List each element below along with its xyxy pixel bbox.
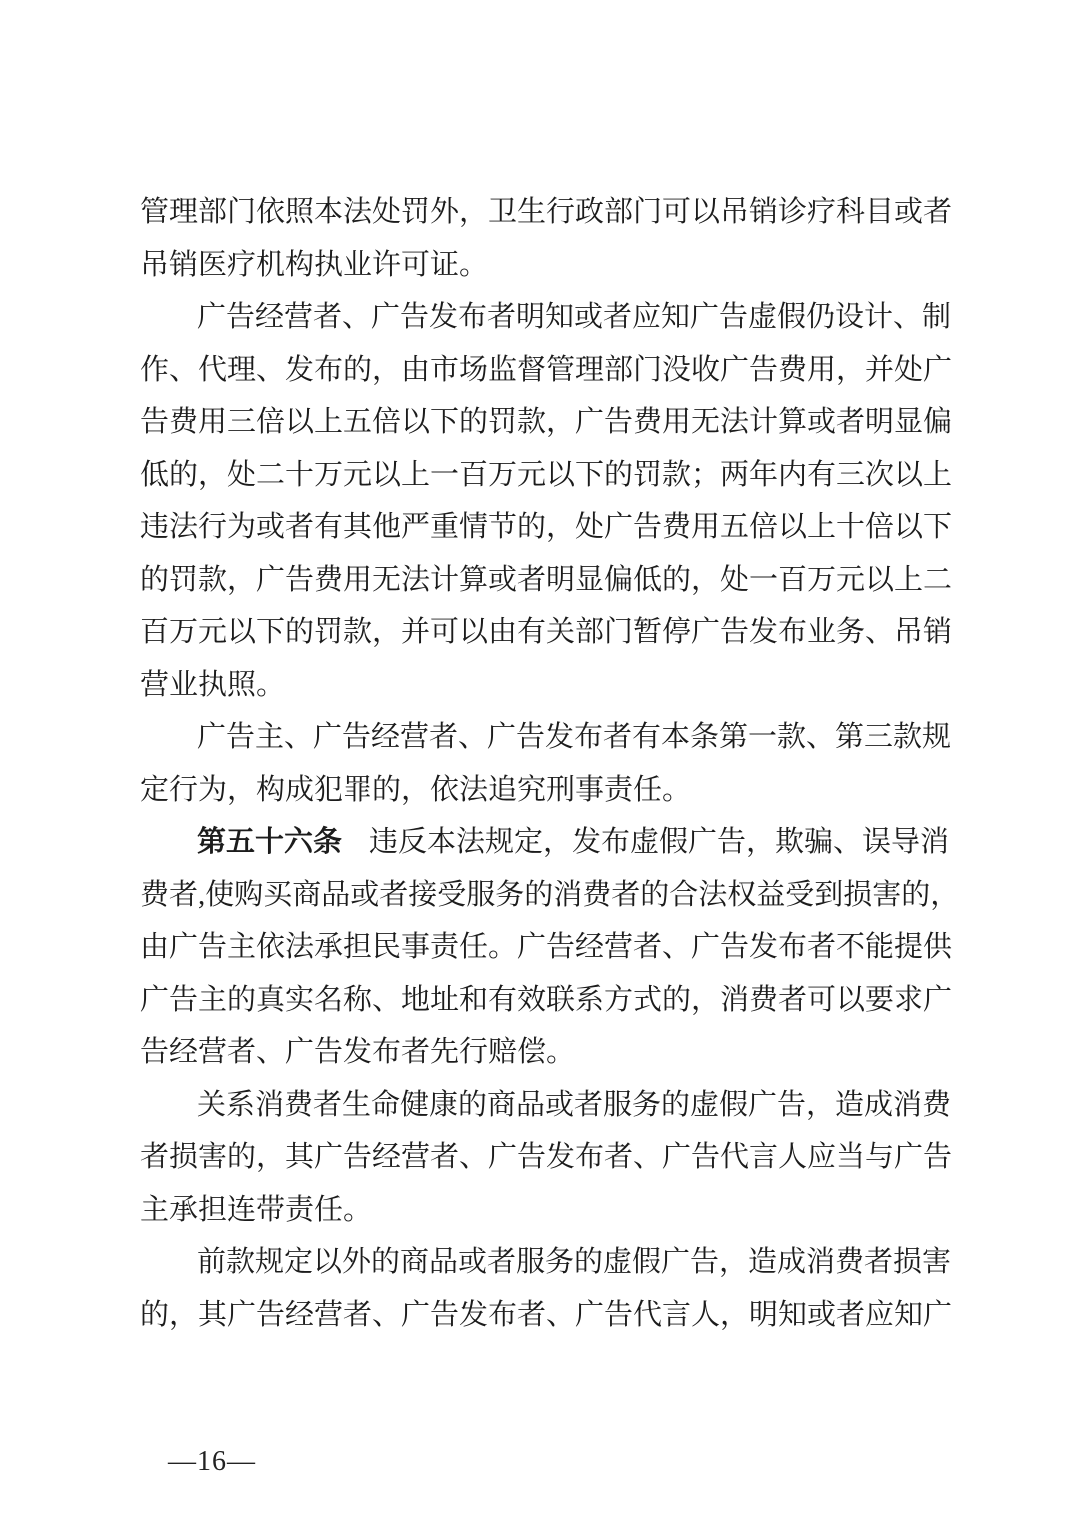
text-line: 吊销医疗机构执业许可证。 (140, 248, 489, 281)
text-line: 者损害的，其广告经营者、广告发布者、广告代言人应当与广告 (140, 1141, 953, 1173)
text-line: 关系消费者生命健康的商品或者服务的虚假广告，造成消费 (197, 1088, 952, 1121)
text-line: 广告经营者、广告发布者明知或者应知广告虚假仍设计、制 (197, 301, 952, 333)
article-number: 第五十六条 (197, 826, 343, 858)
text-block (140, 186, 960, 1341)
text-line: 前款规定以外的商品或者服务的虚假广告，造成消费者损害 (197, 1246, 952, 1278)
text-line: 告经营者、广告发布者先行赔偿。 (140, 1036, 576, 1068)
text-line: 管理部门依照本法处罚外，卫生行政部门可以吊销诊疗科目或者 (140, 196, 953, 228)
text-line: 的，其广告经营者、广告发布者、广告代言人，明知或者应知广 (140, 1298, 953, 1331)
text-line: 费者,使购买商品或者接受服务的消费者的合法权益受到损害的， (140, 878, 960, 911)
text-line: 作、代理、发布的，由市场监督管理部门没收广告费用，并处广 (140, 353, 953, 386)
text-line: 低的，处二十万元以上一百万元以下的罚款；两年内有三次以上 (140, 458, 953, 491)
text-line: 的罚款，广告费用无法计算或者明显偏低的，处一百万元以上二 (140, 563, 953, 596)
text-line: 违法行为或者有其他严重情节的，处广告费用五倍以上十倍以下 (140, 511, 953, 543)
text-line: 定行为，构成犯罪的，依法追究刑事责任。 (140, 773, 692, 806)
text-line: 百万元以下的罚款，并可以由有关部门暂停广告发布业务、吊销 (140, 616, 953, 648)
page-number: —16— (168, 1446, 256, 1477)
text-line: 第五十六条 违反本法规定，发布虚假广告，欺骗、误导消 (197, 826, 950, 858)
text-line: 广告主的真实名称、地址和有效联系方式的，消费者可以要求广 (140, 983, 953, 1016)
text-line: 主承担连带责任。 (140, 1193, 373, 1226)
text-line: 营业执照。 (140, 668, 286, 701)
text-line: 广告主、广告经营者、广告发布者有本条第一款、第三款规 (197, 721, 952, 753)
text-line: 告费用三倍以上五倍以下的罚款，广告费用无法计算或者明显偏 (140, 406, 953, 438)
text-line: 由广告主依法承担民事责任。广告经营者、广告发布者不能提供 (140, 931, 953, 963)
